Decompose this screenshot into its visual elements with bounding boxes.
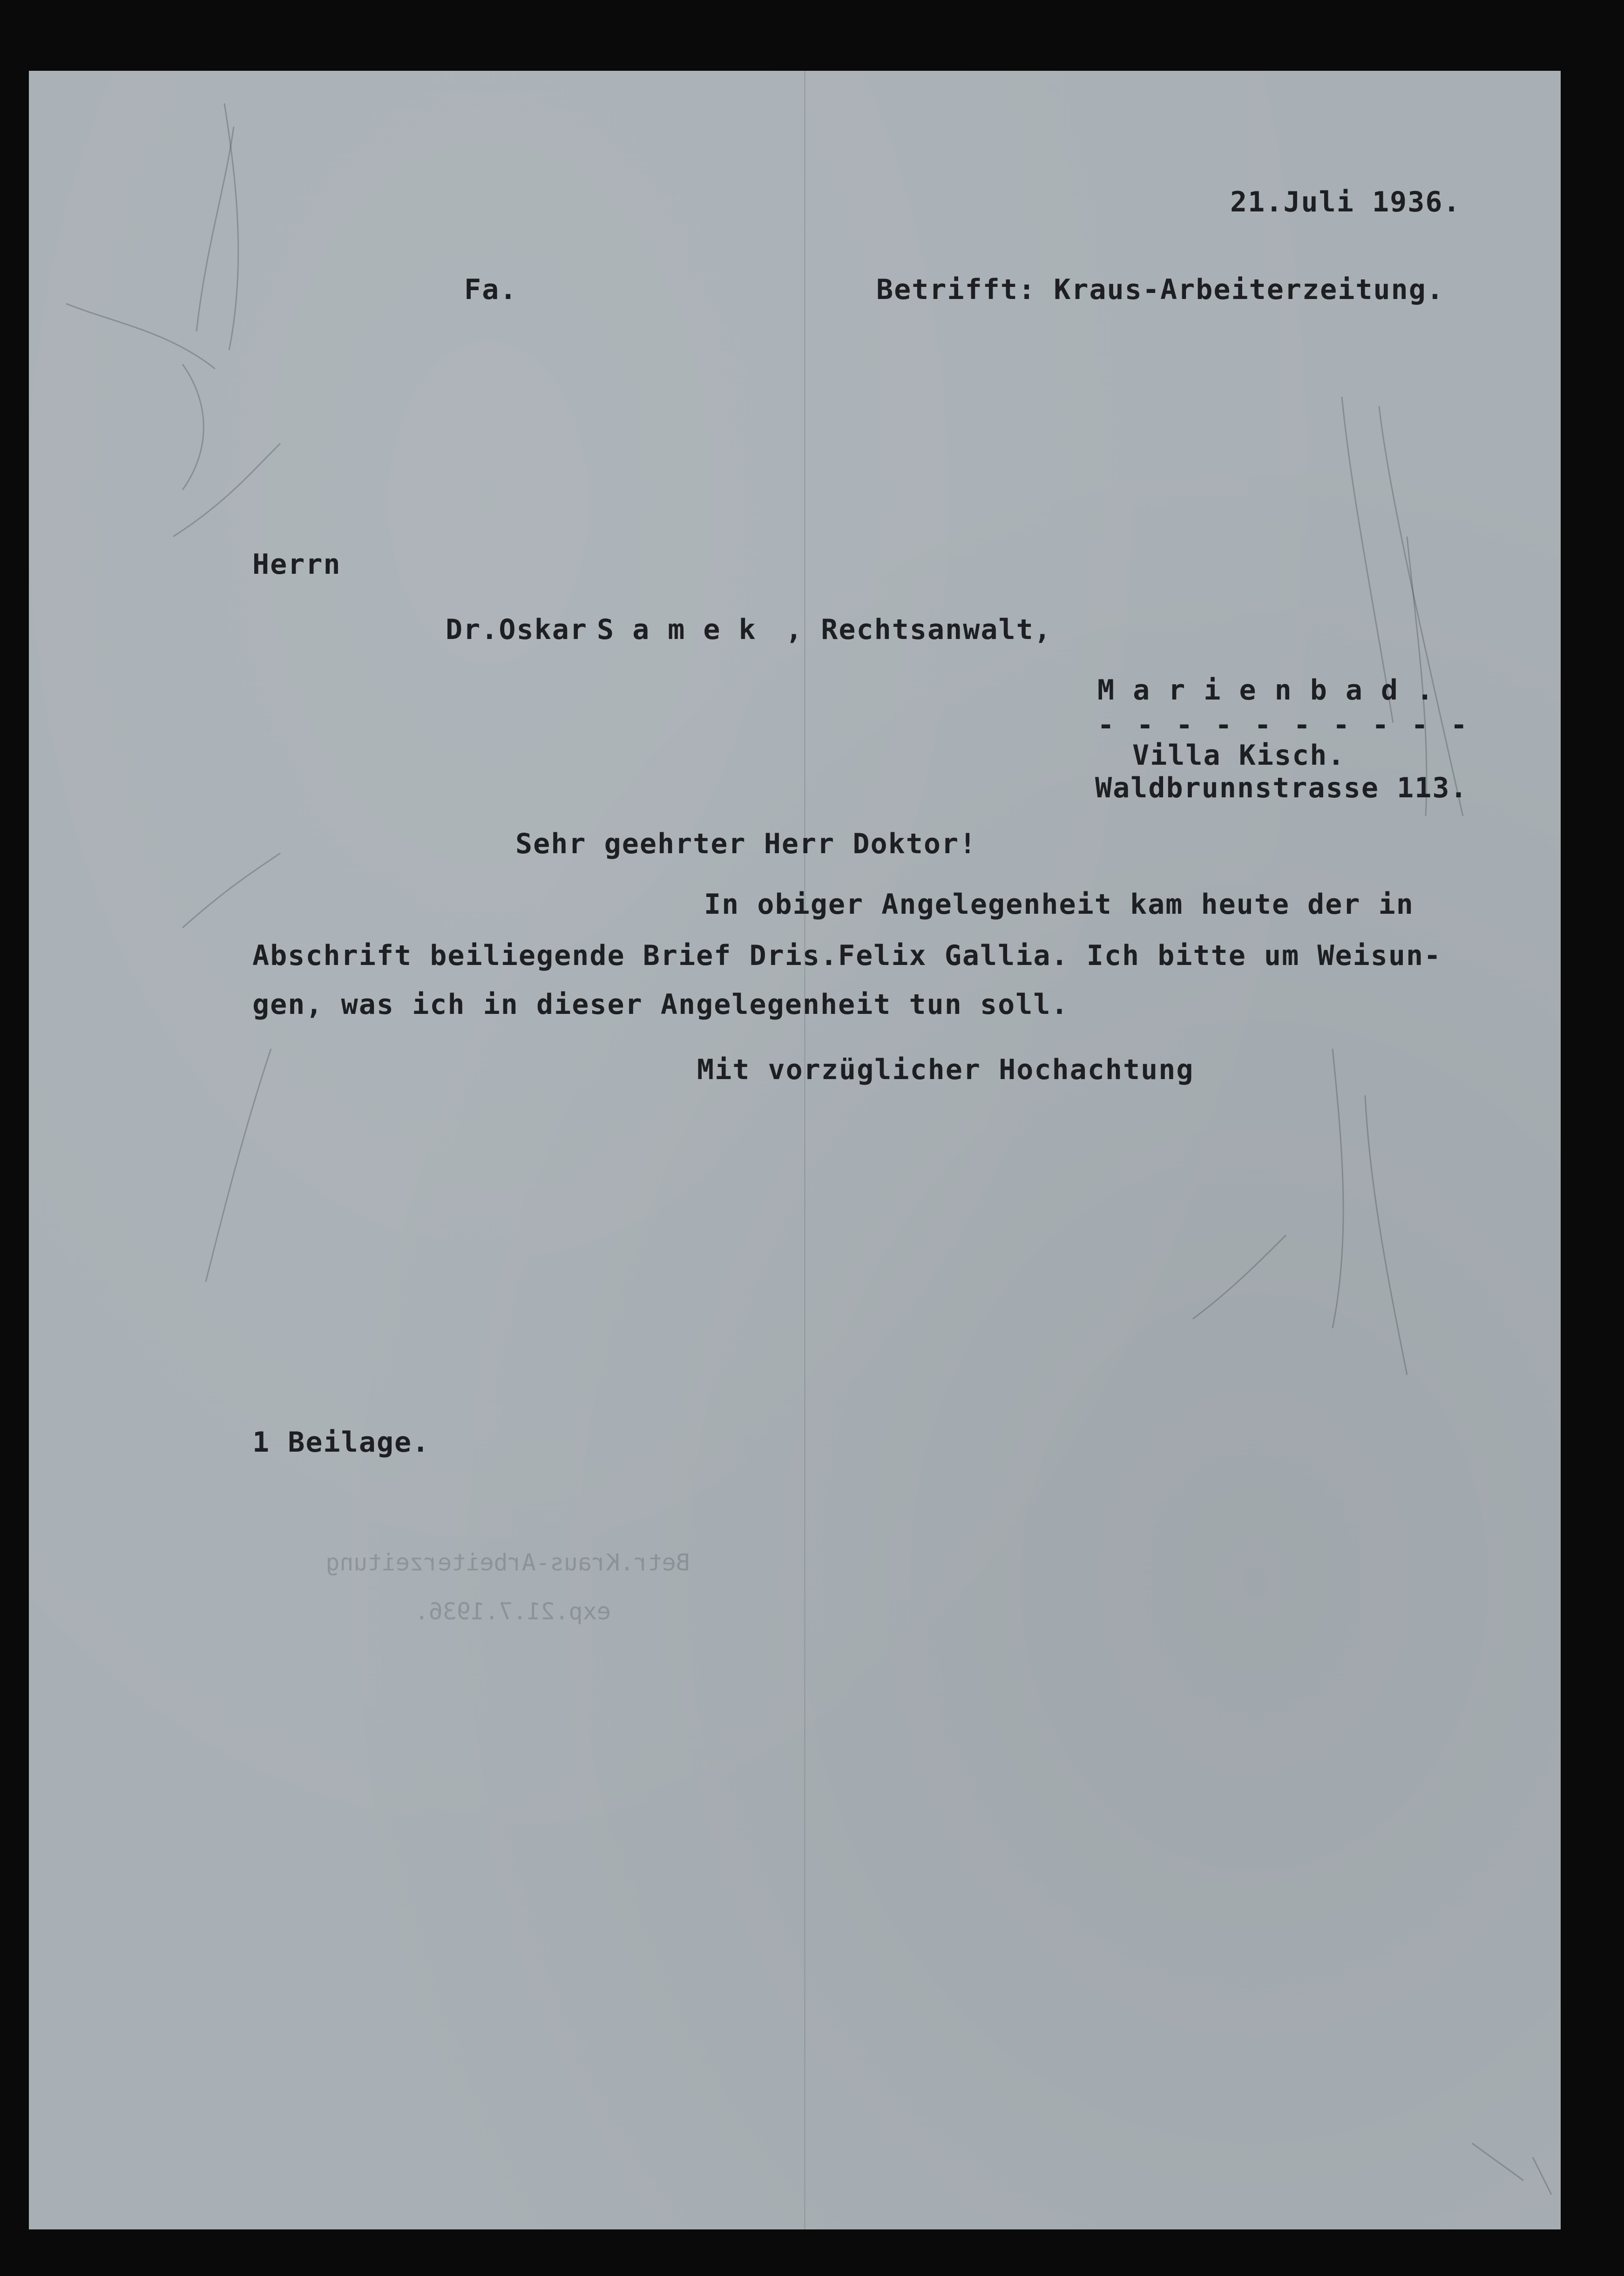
- body-line-3: gen, was ich in dieser Angelegenheit tun soll.: [252, 988, 1069, 1021]
- body-line-2: Abschrift beiliegende Brief Dris.Felix Gallia. Ich bitte um Weisun-: [252, 939, 1442, 972]
- show-through-text-1: Betr.Kraus-Arbeiterzeitung: [325, 1549, 690, 1576]
- show-through-text-2: exp.21.7.1936.: [414, 1598, 611, 1625]
- closing: Mit vorzüglicher Hochachtung: [697, 1053, 1194, 1086]
- greeting: Sehr geehrter Herr Doktor!: [515, 828, 977, 860]
- recipient-name-prefix: Dr.Oskar: [446, 613, 588, 646]
- enclosure-note: 1 Beilage.: [252, 1426, 430, 1459]
- paper-fold: [804, 71, 805, 2229]
- letter-date: 21.Juli 1936.: [1230, 186, 1461, 218]
- recipient-surname: Samek: [597, 613, 774, 646]
- city-underline: - - - - - - - - - -: [1097, 709, 1470, 741]
- recipient-profession: , Rechtsanwalt,: [785, 613, 1052, 646]
- recipient-city: Marienbad.: [1097, 674, 1452, 707]
- paper-creases: [29, 71, 1561, 2229]
- reference-code: Fa.: [464, 273, 518, 306]
- letter-sheet: [29, 71, 1561, 2229]
- recipient-title: Herrn: [252, 548, 341, 581]
- address-line-2: Waldbrunnstrasse 113.: [1095, 772, 1468, 804]
- body-line-1: In obiger Angelegenheit kam heute der in: [704, 888, 1414, 921]
- address-line-1: Villa Kisch.: [1132, 739, 1346, 772]
- subject-line: Betrifft: Kraus-Arbeiterzeitung.: [876, 273, 1444, 306]
